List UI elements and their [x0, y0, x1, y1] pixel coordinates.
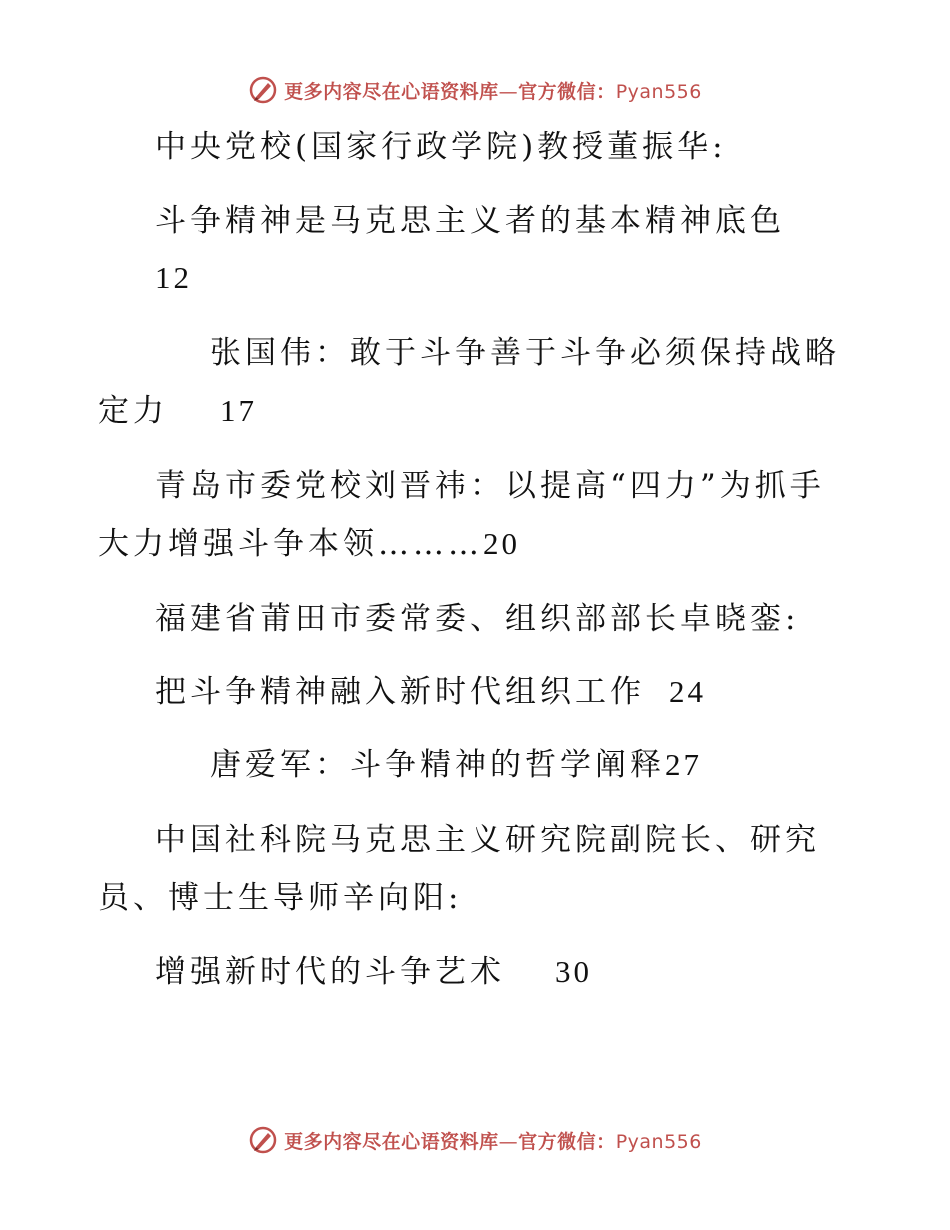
toc-entry-1-title: 斗争精神是马克思主义者的基本精神底色 [155, 203, 785, 239]
header-watermark [0, 70, 950, 110]
toc-entry-5-page: 27 [665, 747, 702, 782]
toc-entry-2-title-cont: 定力 17 [98, 393, 257, 429]
toc-entry-4-author: 福建省莆田市委常委、组织部部长卓晓銮: [155, 601, 800, 637]
toc-entry-4-title: 把斗争精神融入新时代组织工作 24 [155, 674, 706, 710]
toc-entry-3-page: 20 [483, 526, 520, 561]
toc-entry-1-page: 12 [155, 260, 192, 295]
watermark-text: 更多内容尽在心语资料库—官方微信：Pyan556 [284, 80, 702, 103]
toc-entry-4-page: 24 [669, 674, 706, 709]
toc-entry-1-author: 中央党校(国家行政学院)教授董振华: [155, 129, 727, 165]
toc-entry-6-page: 30 [555, 954, 592, 989]
toc-entry-6-author-cont: 员、博士生导师辛向阳: [98, 880, 463, 916]
pen-logo-icon [248, 75, 278, 105]
toc-entry-2-page: 17 [220, 393, 257, 428]
toc-entry-6-author: 中国社科院马克思主义研究院副院长、研究 [155, 822, 820, 858]
toc-entry-3-title: 大力增强斗争本领………20 [98, 526, 520, 562]
toc-entry-6-title: 增强新时代的斗争艺术 30 [155, 954, 592, 990]
toc-entry-2-title: 张国伟：敢于斗争善于斗争必须保持战略 [210, 335, 840, 371]
pen-logo-icon [248, 1125, 278, 1155]
watermark-text: 更多内容尽在心语资料库—官方微信：Pyan556 [284, 1130, 702, 1153]
footer-watermark [0, 1120, 950, 1160]
toc-entry-3-author: 青岛市委党校刘晋祎：以提高“四力”为抓手 [155, 468, 825, 504]
toc-entry-5-title: 唐爱军：斗争精神的哲学阐释27 [210, 747, 702, 783]
